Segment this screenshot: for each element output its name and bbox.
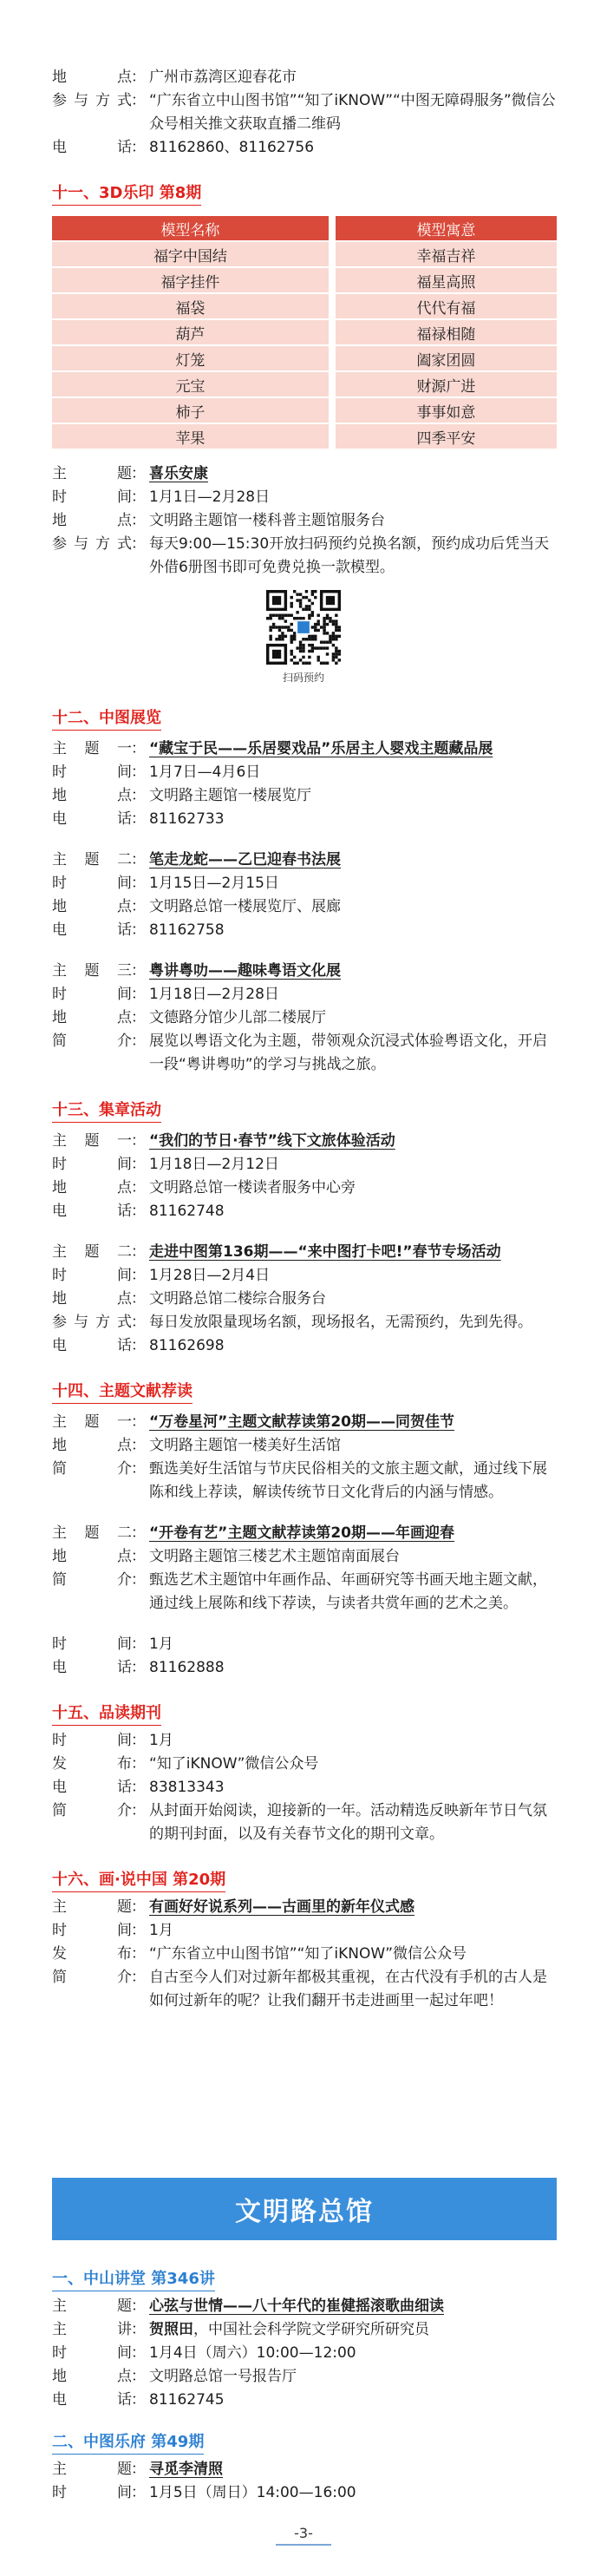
info-label: 时 间 ： [52, 486, 149, 509]
info-row [52, 533, 557, 580]
section-title: 十二、中图展览 [52, 705, 161, 731]
info-value: 1月15日—2月15日 [149, 875, 279, 892]
model-table [52, 214, 557, 450]
info-label: 时 间 ： [52, 872, 149, 895]
info-value: 1月 [149, 1635, 173, 1653]
section-title-wrap [52, 1846, 557, 1896]
info-label: 时 间 ： [52, 2481, 149, 2505]
info-label: 电 话 ： [52, 919, 149, 942]
section-title-wrap [52, 2412, 557, 2458]
info-label: 电 话 ： [52, 1776, 149, 1799]
model-table-row [52, 320, 557, 344]
info-row [52, 1569, 557, 1616]
model-name: 元宝 [52, 372, 329, 397]
info-value: “广东省立中山图书馆”“知了iKNOW”“中图无障碍服务”微信公众号相关推文获取直播二维码 [149, 92, 556, 133]
info-value: 甄选艺术主题馆中年画作品、年画研究等书画天地主题文献，通过线上展陈和线下荐读，与读者共赏年画的艺术之美。 [149, 1571, 547, 1612]
info-label: 主 题 一 ： [52, 1130, 149, 1153]
info-label: 主 题 ： [52, 462, 149, 486]
model-name: 福字挂件 [52, 268, 329, 292]
activity-block [52, 1241, 557, 1358]
activity-block [52, 1411, 557, 1504]
model-table-row [52, 346, 557, 370]
table-gap [329, 242, 336, 266]
table-gap [329, 320, 336, 344]
info-row [52, 1966, 557, 2013]
model-table-row [52, 268, 557, 292]
info-value: 1月28日—2月4日 [149, 1267, 271, 1284]
model-name: 福字中国结 [52, 242, 329, 266]
section-title: 二、中图乐府 第49期 [52, 2429, 204, 2455]
info-label: 电 话 ： [52, 136, 149, 160]
info-value: 每日发放限量现场名额，现场报名，无需预约，先到先得。 [149, 1314, 532, 1331]
info-label: 地 点 ： [52, 1006, 149, 1030]
info-row [52, 761, 557, 784]
info-label: 发 布 ： [52, 1943, 149, 1966]
section-title: 十一、3D乐印 第8期 [52, 180, 201, 206]
info-value: 81162733 [149, 810, 225, 828]
info-row [52, 919, 557, 942]
info-row [52, 1919, 557, 1943]
section-title-wrap [52, 1077, 557, 1126]
info-row [52, 1006, 557, 1030]
info-label: 地 点 ： [52, 2365, 149, 2389]
model-table-row [52, 372, 557, 397]
info-row [52, 89, 557, 136]
info-row [52, 2458, 557, 2481]
info-label: 时 间 ： [52, 1729, 149, 1753]
activity-block [52, 960, 557, 1077]
info-value: 每天9:00—15:30开放扫码预约兑换名额，预约成功后凭当天外借6册图书即可免费兑换一款模型。 [149, 535, 550, 576]
info-label: 时 间 ： [52, 1153, 149, 1177]
info-row [52, 1799, 557, 1846]
info-label: 电 话 ： [52, 1656, 149, 1680]
info-label: 时 间 ： [52, 1633, 149, 1656]
info-label: 参与方式 ： [52, 1311, 149, 1334]
table-gap [329, 372, 336, 397]
info-value: 1月18日—2月28日 [149, 986, 279, 1003]
info-row [52, 1753, 557, 1776]
info-value: 81162698 [149, 1337, 225, 1354]
info-value: 文明路总馆一楼读者服务中心旁 [149, 1179, 356, 1196]
info-label: 电 话 ： [52, 1334, 149, 1358]
info-value: 文明路主题馆一楼美好生活馆 [149, 1437, 341, 1454]
info-value: 1月18日—2月12日 [149, 1156, 279, 1173]
info-value: 1月 [149, 1732, 173, 1749]
info-value: 81162748 [149, 1203, 225, 1220]
info-value: 文明路主题馆三楼艺术主题馆南面展台 [149, 1548, 400, 1565]
model-header-cell: 模型寓意 [336, 216, 557, 240]
info-value: 81162758 [149, 921, 225, 939]
section-title: 十四、主题文献荐读 [52, 1379, 193, 1404]
model-name: 灯笼 [52, 346, 329, 370]
info-value: 81162860、81162756 [149, 139, 315, 156]
info-value: “广东省立中山图书馆”“知了iKNOW”微信公众号 [149, 1945, 467, 1963]
info-value: 文明路总馆一号报告厅 [149, 2368, 297, 2385]
info-row [52, 849, 557, 872]
info-label: 简 介 ： [52, 1458, 149, 1504]
info-value: 喜乐安康 [149, 465, 208, 482]
info-row [52, 983, 557, 1006]
page-number-underline [276, 2544, 331, 2546]
model-name: 苹果 [52, 424, 329, 449]
info-value: 心弦与世情——八十年代的崔健摇滚歌曲细读 [149, 2297, 444, 2315]
section-title-wrap [52, 160, 557, 209]
model-meaning: 代代有福 [336, 294, 557, 318]
model-meaning: 福星高照 [336, 268, 557, 292]
info-label: 主 题 一 ： [52, 737, 149, 761]
section-title-wrap [52, 1358, 557, 1407]
info-label: 地 点 ： [52, 784, 149, 808]
info-label: 时 间 ： [52, 2342, 149, 2365]
info-row [52, 1130, 557, 1153]
info-value: 广州市荔湾区迎春花市 [149, 69, 297, 86]
info-row [52, 2342, 557, 2365]
info-row [52, 2389, 557, 2412]
info-value [149, 2318, 557, 2342]
info-value: 有画好好说系列——古画里的新年仪式感 [149, 1898, 414, 1916]
info-row [52, 2295, 557, 2318]
info-row [52, 1411, 557, 1434]
info-row [52, 1656, 557, 1680]
info-value: 文明路主题馆一楼展览厅 [149, 787, 311, 804]
info-value: 1月5日（周日）14:00—16:00 [149, 2484, 356, 2501]
info-row [52, 2481, 557, 2505]
activity-block [52, 849, 557, 942]
branch-banner: 文明路总馆 [52, 2178, 557, 2240]
info-value: 文明路总馆二楼综合服务台 [149, 1290, 326, 1308]
model-meaning: 财源广进 [336, 372, 557, 397]
info-value: 文明路主题馆一楼科普主题馆服务台 [149, 512, 385, 529]
section-title: 十五、品读期刊 [52, 1701, 161, 1726]
section-title-wrap [52, 1680, 557, 1729]
info-value: 1月4日（周六）10:00—12:00 [149, 2344, 356, 2362]
model-table-row [52, 294, 557, 318]
info-label: 主 题 ： [52, 1896, 149, 1919]
model-name: 柿子 [52, 398, 329, 423]
info-label: 电 话 ： [52, 1200, 149, 1223]
info-row [52, 1200, 557, 1223]
table-gap [329, 424, 336, 449]
info-label: 地 点 ： [52, 1288, 149, 1311]
info-row [52, 2365, 557, 2389]
info-label: 电 话 ： [52, 2389, 149, 2412]
info-row [52, 1334, 557, 1358]
qr-code-icon[interactable] [266, 590, 341, 665]
model-meaning: 幸福吉祥 [336, 242, 557, 266]
model-name: 福袋 [52, 294, 329, 318]
info-row [52, 1545, 557, 1569]
info-label: 简 介 ： [52, 1966, 149, 2013]
table-gap [329, 268, 336, 292]
info-value: 1月1日—2月28日 [149, 488, 271, 506]
model-meaning: 阖家团圆 [336, 346, 557, 370]
info-value: 1月 [149, 1922, 173, 1939]
info-label: 主 题 一 ： [52, 1411, 149, 1434]
activities-list [52, 66, 557, 2013]
info-row [52, 1030, 557, 1077]
branch-activities-list [52, 2249, 557, 2505]
info-label: 地 点 ： [52, 1434, 149, 1458]
info-row [52, 808, 557, 831]
info-label: 参与方式 ： [52, 89, 149, 136]
activity-block [52, 1633, 557, 1680]
info-label: 时 间 ： [52, 1264, 149, 1288]
activity-block [52, 737, 557, 831]
info-value: “开卷有艺”主题文献荐读第20期——年画迎春 [149, 1524, 455, 1542]
info-label: 主 题 ： [52, 2458, 149, 2481]
info-row [52, 784, 557, 808]
info-row [52, 1896, 557, 1919]
info-label: 电 话 ： [52, 808, 149, 831]
info-row [52, 737, 557, 761]
info-label: 主 讲 ： [52, 2318, 149, 2342]
info-value: 笔走龙蛇——乙巳迎春书法展 [149, 851, 341, 868]
info-label: 主 题 三 ： [52, 960, 149, 983]
info-label: 主 题 二 ： [52, 1522, 149, 1545]
info-value: 自古至今人们对过新年都极其重视，在古代没有手机的古人是如何过新年的呢？让我们翻开书走进画里一起过年吧！ [149, 1969, 547, 2009]
info-value: “我们的节日·春节”线下文旅体验活动 [149, 1132, 395, 1150]
speaker-name: 贺照田 [149, 2321, 193, 2338]
info-row [52, 872, 557, 895]
speaker-title: ，中国社会科学院文学研究所研究员 [193, 2321, 429, 2338]
page-number: -3- [294, 2525, 313, 2541]
info-row [52, 1288, 557, 1311]
table-gap [329, 346, 336, 370]
info-label: 地 点 ： [52, 66, 149, 89]
info-label: 主 题 二 ： [52, 849, 149, 872]
info-row [52, 136, 557, 160]
info-label: 发 布 ： [52, 1753, 149, 1776]
section-title: 十三、集章活动 [52, 1098, 161, 1123]
info-label: 主 题 二 ： [52, 1241, 149, 1264]
section-title-wrap [52, 2249, 557, 2295]
qr-code-block[interactable] [251, 590, 356, 685]
info-value: 1月7日—4月6日 [149, 764, 261, 781]
section-title: 十六、画·说中国 第20期 [52, 1867, 225, 1892]
info-row [52, 1729, 557, 1753]
table-gap [329, 294, 336, 318]
info-label: 主 题 ： [52, 2295, 149, 2318]
info-row [52, 1776, 557, 1799]
section-title-wrap [52, 685, 557, 734]
info-label: 地 点 ： [52, 1545, 149, 1569]
model-table-row [52, 398, 557, 423]
activity-block [52, 1130, 557, 1223]
section-title: 一、中山讲堂 第346讲 [52, 2266, 215, 2291]
info-row [52, 1311, 557, 1334]
model-table-header [52, 216, 557, 240]
qr-caption: 扫码预约 [282, 672, 324, 684]
model-meaning: 事事如意 [336, 398, 557, 423]
info-row [52, 1264, 557, 1288]
info-value: “万卷星河”主题文献荐读第20期——同贺佳节 [149, 1413, 455, 1431]
info-row [52, 1434, 557, 1458]
info-label: 地 点 ： [52, 509, 149, 533]
info-value: “藏宝于民——乐居婴戏品”乐居主人婴戏主题藏品展 [149, 740, 493, 757]
info-value: 文德路分馆少儿部二楼展厅 [149, 1009, 326, 1026]
info-label: 时 间 ： [52, 761, 149, 784]
info-label: 参与方式 ： [52, 533, 149, 580]
info-row [52, 486, 557, 509]
info-label: 时 间 ： [52, 983, 149, 1006]
activity-block [52, 1522, 557, 1616]
info-row [52, 1522, 557, 1545]
info-value: 展览以粤语文化为主题，带领观众沉浸式体验粤语文化，开启一段“粤讲粤叻”的学习与挑战之旅。 [149, 1032, 547, 1073]
info-value: 81162888 [149, 1659, 225, 1676]
info-value: 寻觅李清照 [149, 2461, 223, 2478]
info-row [52, 1153, 557, 1177]
model-meaning: 福禄相随 [336, 320, 557, 344]
info-label: 简 介 ： [52, 1569, 149, 1616]
info-row [52, 1177, 557, 1200]
info-row [52, 66, 557, 89]
info-row [52, 1241, 557, 1264]
info-value: 文明路总馆一楼展览厅、展廊 [149, 898, 341, 915]
info-row [52, 509, 557, 533]
info-label: 时 间 ： [52, 1919, 149, 1943]
info-row [52, 1633, 557, 1656]
model-table-row [52, 242, 557, 266]
info-value: 83813343 [149, 1779, 225, 1796]
table-gap [329, 398, 336, 423]
info-row [52, 2318, 557, 2342]
info-label: 简 介 ： [52, 1030, 149, 1077]
info-value: 81162745 [149, 2391, 225, 2409]
info-value: 走进中图第136期——“来中图打卡吧!”春节专场活动 [149, 1243, 501, 1261]
info-row [52, 960, 557, 983]
info-label: 简 介 ： [52, 1799, 149, 1846]
info-row [52, 1458, 557, 1504]
info-value: 粤讲粤叻——趣味粤语文化展 [149, 962, 341, 980]
info-row [52, 1943, 557, 1966]
model-table-row [52, 424, 557, 449]
info-value: 从封面开始阅读，迎接新的一年。活动精选反映新年节日气氛的期刊封面，以及有关春节文化的期刊文章。 [149, 1802, 547, 1843]
info-value: “知了iKNOW”微信公众号 [149, 1755, 319, 1773]
info-row [52, 462, 557, 486]
info-row [52, 895, 557, 919]
model-meaning: 四季平安 [336, 424, 557, 449]
info-label: 地 点 ： [52, 895, 149, 919]
model-name: 葫芦 [52, 320, 329, 344]
info-value: 甄选美好生活馆与节庆民俗相关的文旅主题文献，通过线下展陈和线上荐读，解读传统节日文化背后的内涵与情感。 [149, 1460, 547, 1501]
table-gap [329, 216, 336, 240]
model-header-cell: 模型名称 [52, 216, 329, 240]
info-label: 地 点 ： [52, 1177, 149, 1200]
